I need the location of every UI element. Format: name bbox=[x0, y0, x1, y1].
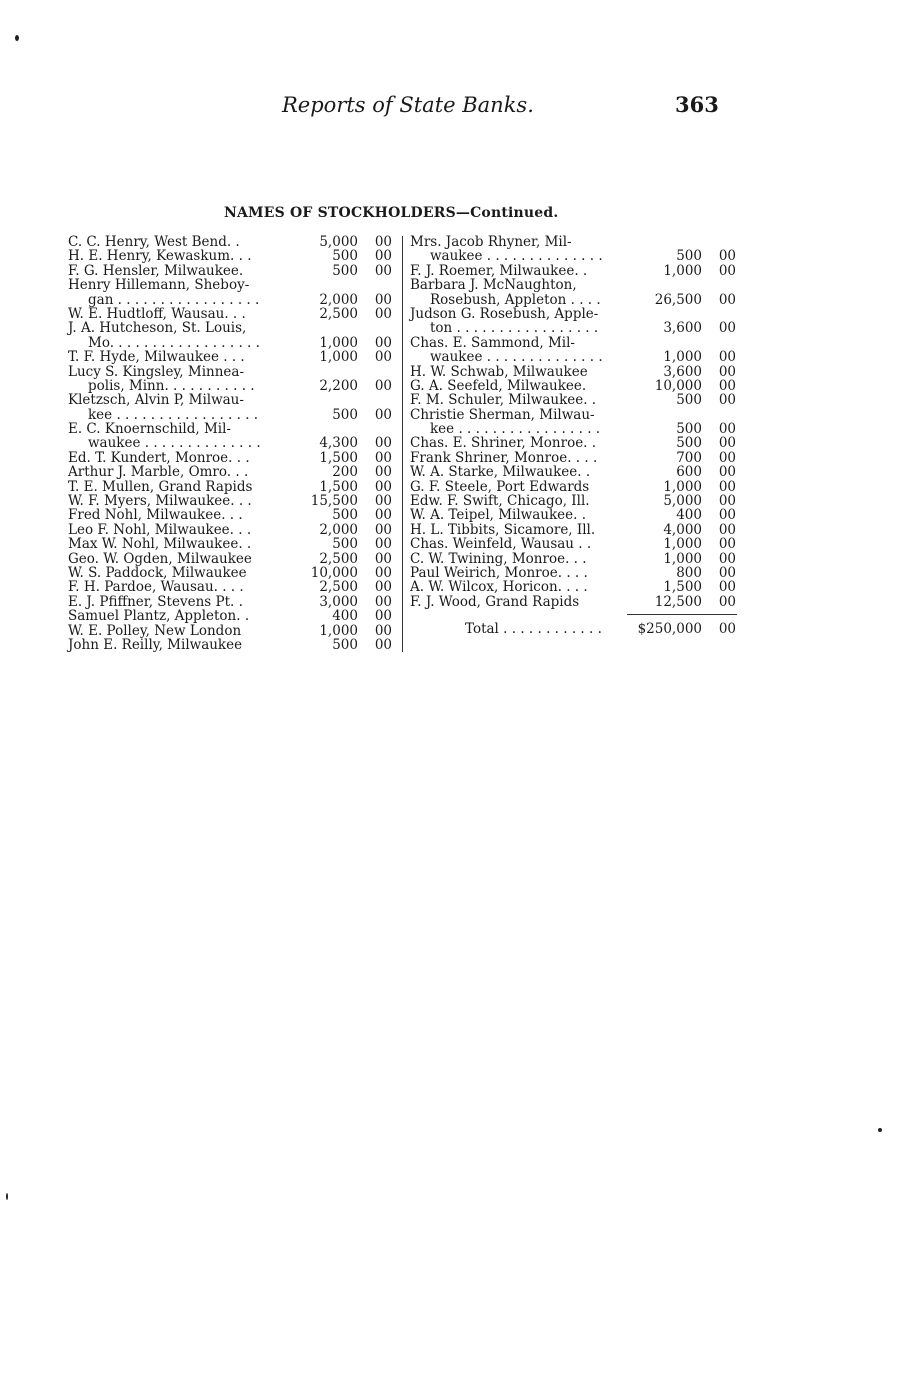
stockholder-row bbox=[410, 465, 740, 479]
stockholder-row bbox=[410, 278, 740, 292]
stockholder-name: Arthur J. Marble, Omro. . . bbox=[68, 464, 249, 481]
stockholder-row bbox=[410, 408, 740, 422]
stockholder-name: W. A. Starke, Milwaukee. . bbox=[410, 464, 591, 481]
share-amount-dollars: 2,000 bbox=[319, 521, 358, 538]
share-amount-dollars: 500 bbox=[332, 536, 358, 553]
total-amount-cents: 00 bbox=[718, 621, 736, 637]
share-amount-dollars: 4,300 bbox=[319, 435, 358, 452]
share-amount-cents: 00 bbox=[718, 564, 736, 581]
stockholder-row bbox=[68, 393, 394, 407]
share-amount-cents: 00 bbox=[374, 493, 392, 510]
share-amount-cents: 00 bbox=[374, 536, 392, 553]
stockholder-row bbox=[410, 293, 740, 307]
share-amount-dollars: 200 bbox=[332, 464, 358, 481]
stockholder-row bbox=[68, 638, 394, 652]
stockholder-name: E. J. Pfiffner, Stevens Pt. . bbox=[68, 593, 243, 610]
share-amount-cents: 00 bbox=[718, 320, 736, 337]
stockholder-row bbox=[68, 365, 394, 379]
stockholder-row bbox=[68, 609, 394, 623]
share-amount-dollars: 1,500 bbox=[319, 449, 358, 466]
total-amount-dollars: $250,000 bbox=[637, 621, 702, 637]
share-amount-cents: 00 bbox=[374, 464, 392, 481]
stockholder-name: A. W. Wilcox, Horicon. . . . bbox=[410, 579, 588, 596]
stockholder-row bbox=[68, 480, 394, 494]
share-amount-cents: 00 bbox=[374, 406, 392, 423]
share-amount-cents: 00 bbox=[718, 349, 736, 366]
share-amount-cents: 00 bbox=[718, 507, 736, 524]
stockholders-right-column bbox=[410, 235, 740, 609]
stockholder-name: W. A. Teipel, Milwaukee. . bbox=[410, 507, 587, 524]
stockholder-name: Chas. E. Sammond, Mil- bbox=[410, 334, 575, 351]
share-amount-dollars: 500 bbox=[332, 406, 358, 423]
share-amount-dollars: 2,200 bbox=[319, 377, 358, 394]
stockholder-name: T. F. Hyde, Milwaukee . . . bbox=[68, 349, 245, 366]
share-amount-dollars: 2,500 bbox=[319, 579, 358, 596]
total-label: Total . . . . . . . . . . . . bbox=[465, 621, 602, 637]
stockholder-row bbox=[410, 365, 740, 379]
share-amount-cents: 00 bbox=[374, 334, 392, 351]
stockholder-row bbox=[68, 508, 394, 522]
stockholder-row bbox=[410, 552, 740, 566]
stockholder-name: C. C. Henry, West Bend. . bbox=[68, 234, 240, 250]
share-amount-dollars: 500 bbox=[676, 248, 702, 265]
stockholder-name: H. E. Henry, Kewaskum. . . bbox=[68, 248, 252, 265]
stockholder-name: Henry Hillemann, Sheboy- bbox=[68, 277, 250, 294]
stockholder-row bbox=[410, 436, 740, 450]
scan-speck bbox=[6, 1193, 8, 1200]
stockholder-row bbox=[68, 293, 394, 307]
stockholder-row bbox=[410, 321, 740, 335]
stockholder-row bbox=[68, 451, 394, 465]
stockholder-row bbox=[68, 580, 394, 594]
share-amount-dollars: 500 bbox=[332, 248, 358, 265]
stockholder-name: Geo. W. Ogden, Milwaukee bbox=[68, 550, 252, 567]
stockholder-name: Fred Nohl, Milwaukee. . . bbox=[68, 507, 243, 524]
share-amount-dollars: 400 bbox=[332, 608, 358, 625]
share-amount-cents: 00 bbox=[374, 521, 392, 538]
stockholder-name: Barbara J. McNaughton, bbox=[410, 277, 577, 294]
stockholder-row bbox=[68, 436, 394, 450]
stockholder-row bbox=[68, 624, 394, 638]
share-amount-cents: 00 bbox=[718, 521, 736, 538]
stockholder-row bbox=[410, 480, 740, 494]
stockholder-name: J. A. Hutcheson, St. Louis, bbox=[68, 320, 247, 337]
stockholder-name: polis, Minn. . . . . . . . . . . bbox=[88, 377, 255, 394]
stockholder-name: H. W. Schwab, Milwaukee bbox=[410, 363, 588, 380]
stockholder-row bbox=[410, 336, 740, 350]
share-amount-dollars: 12,500 bbox=[654, 593, 702, 610]
share-amount-dollars: 5,000 bbox=[663, 493, 702, 510]
share-amount-dollars: 1,500 bbox=[319, 478, 358, 495]
stockholder-name: T. E. Mullen, Grand Rapids bbox=[68, 478, 253, 495]
stockholder-name: Christie Sherman, Milwau- bbox=[410, 406, 595, 423]
stockholder-row bbox=[68, 350, 394, 364]
share-amount-dollars: 600 bbox=[676, 464, 702, 481]
share-amount-dollars: 10,000 bbox=[654, 377, 702, 394]
stockholder-row bbox=[68, 552, 394, 566]
share-amount-dollars: 1,000 bbox=[663, 262, 702, 279]
stockholder-row bbox=[68, 379, 394, 393]
stockholder-name: ton . . . . . . . . . . . . . . . . . bbox=[430, 320, 599, 337]
stockholder-row bbox=[410, 350, 740, 364]
stockholder-name: Mrs. Jacob Rhyner, Mil- bbox=[410, 234, 572, 250]
share-amount-cents: 00 bbox=[374, 262, 392, 279]
stockholder-row bbox=[410, 264, 740, 278]
share-amount-cents: 00 bbox=[374, 234, 392, 250]
share-amount-cents: 00 bbox=[718, 449, 736, 466]
share-amount-cents: 00 bbox=[374, 507, 392, 524]
stockholder-name: F. J. Wood, Grand Rapids bbox=[410, 593, 580, 610]
stockholder-row bbox=[410, 451, 740, 465]
stockholder-name: Kletzsch, Alvin P, Milwau- bbox=[68, 392, 244, 409]
share-amount-cents: 00 bbox=[374, 593, 392, 610]
share-amount-cents: 00 bbox=[718, 421, 736, 438]
share-amount-dollars: 10,000 bbox=[310, 564, 358, 581]
share-amount-dollars: 1,000 bbox=[663, 550, 702, 567]
stockholder-name: Mo. . . . . . . . . . . . . . . . . . bbox=[88, 334, 260, 351]
stockholder-row bbox=[410, 307, 740, 321]
share-amount-dollars: 500 bbox=[332, 262, 358, 279]
share-amount-dollars: 15,500 bbox=[310, 493, 358, 510]
total-row bbox=[410, 622, 740, 637]
stockholder-name: Ed. T. Kundert, Monroe. . . bbox=[68, 449, 250, 466]
stockholder-row bbox=[68, 422, 394, 436]
share-amount-cents: 00 bbox=[718, 377, 736, 394]
share-amount-dollars: 2,500 bbox=[319, 305, 358, 322]
stockholder-name: gan . . . . . . . . . . . . . . . . . bbox=[88, 291, 260, 308]
stockholder-name: G. F. Steele, Port Edwards bbox=[410, 478, 590, 495]
stockholder-row bbox=[68, 264, 394, 278]
share-amount-cents: 00 bbox=[718, 392, 736, 409]
share-amount-dollars: 500 bbox=[676, 435, 702, 452]
stockholder-name: W. E. Hudtloff, Wausau. . . bbox=[68, 305, 246, 322]
stockholder-name: F. M. Schuler, Milwaukee. . bbox=[410, 392, 597, 409]
share-amount-cents: 00 bbox=[374, 349, 392, 366]
share-amount-cents: 00 bbox=[718, 536, 736, 553]
stockholder-name: waukee . . . . . . . . . . . . . . bbox=[430, 349, 603, 366]
stockholders-left-column bbox=[68, 235, 394, 652]
share-amount-dollars: 4,000 bbox=[663, 521, 702, 538]
stockholder-row bbox=[68, 566, 394, 580]
share-amount-dollars: 2,500 bbox=[319, 550, 358, 567]
stockholder-name: Samuel Plantz, Appleton. . bbox=[68, 608, 250, 625]
stockholder-name: C. W. Twining, Monroe. . . bbox=[410, 550, 587, 567]
stockholder-row bbox=[410, 537, 740, 551]
stockholder-row bbox=[68, 408, 394, 422]
share-amount-dollars: 1,000 bbox=[663, 478, 702, 495]
share-amount-dollars: 1,000 bbox=[319, 349, 358, 366]
share-amount-cents: 00 bbox=[374, 377, 392, 394]
stockholder-row bbox=[410, 580, 740, 594]
stockholder-name: W. F. Myers, Milwaukee. . . bbox=[68, 493, 252, 510]
share-amount-dollars: 2,000 bbox=[319, 291, 358, 308]
stockholder-row bbox=[410, 523, 740, 537]
stockholder-name: W. E. Polley, New London bbox=[68, 622, 242, 639]
share-amount-dollars: 500 bbox=[332, 636, 358, 653]
share-amount-cents: 00 bbox=[374, 305, 392, 322]
stockholder-row bbox=[68, 523, 394, 537]
stockholder-name: waukee . . . . . . . . . . . . . . bbox=[88, 435, 261, 452]
stockholder-row bbox=[410, 379, 740, 393]
stockholder-row bbox=[410, 566, 740, 580]
stockholder-row bbox=[410, 595, 740, 609]
stockholder-row bbox=[68, 278, 394, 292]
stockholder-name: Frank Shriner, Monroe. . . . bbox=[410, 449, 598, 466]
stockholder-name: F. H. Pardoe, Wausau. . . . bbox=[68, 579, 244, 596]
stockholder-row bbox=[68, 336, 394, 350]
stockholder-name: F. G. Hensler, Milwaukee. bbox=[68, 262, 244, 279]
column-divider bbox=[402, 236, 403, 652]
share-amount-cents: 00 bbox=[374, 579, 392, 596]
stockholder-name: Leo F. Nohl, Milwaukee. . . bbox=[68, 521, 252, 538]
stockholder-name: F. J. Roemer, Milwaukee. . bbox=[410, 262, 588, 279]
share-amount-dollars: 500 bbox=[676, 392, 702, 409]
share-amount-cents: 00 bbox=[374, 608, 392, 625]
stockholder-name: waukee . . . . . . . . . . . . . . bbox=[430, 248, 603, 265]
stockholder-name: Chas. Weinfeld, Wausau . . bbox=[410, 536, 592, 553]
stockholder-row bbox=[410, 393, 740, 407]
share-amount-dollars: 1,000 bbox=[663, 349, 702, 366]
stockholder-row bbox=[68, 537, 394, 551]
share-amount-dollars: 3,600 bbox=[663, 320, 702, 337]
share-amount-dollars: 3,000 bbox=[319, 593, 358, 610]
stockholder-row bbox=[68, 321, 394, 335]
stockholder-name: John E. Reilly, Milwaukee bbox=[68, 636, 243, 653]
stockholder-name: E. C. Knoernschild, Mil- bbox=[68, 421, 231, 438]
scan-speck bbox=[878, 1128, 882, 1132]
stockholder-name: kee . . . . . . . . . . . . . . . . . bbox=[88, 406, 259, 423]
share-amount-cents: 00 bbox=[718, 291, 736, 308]
share-amount-cents: 00 bbox=[374, 636, 392, 653]
share-amount-dollars: 1,000 bbox=[319, 334, 358, 351]
share-amount-cents: 00 bbox=[374, 449, 392, 466]
stockholder-row bbox=[410, 422, 740, 436]
stockholder-name: Lucy S. Kingsley, Minnea- bbox=[68, 363, 245, 380]
stockholder-row bbox=[410, 494, 740, 508]
stockholder-name: Rosebush, Appleton . . . . bbox=[430, 291, 601, 308]
share-amount-cents: 00 bbox=[374, 291, 392, 308]
share-amount-cents: 00 bbox=[718, 550, 736, 567]
section-title: NAMES OF STOCKHOLDERS—Continued. bbox=[224, 205, 559, 221]
share-amount-cents: 00 bbox=[718, 493, 736, 510]
share-amount-dollars: 1,500 bbox=[663, 579, 702, 596]
stockholder-name: Edw. F. Swift, Chicago, Ill. bbox=[410, 493, 590, 510]
share-amount-cents: 00 bbox=[718, 478, 736, 495]
share-amount-dollars: 800 bbox=[676, 564, 702, 581]
scan-speck bbox=[15, 35, 19, 41]
stockholder-name: kee . . . . . . . . . . . . . . . . . bbox=[430, 421, 601, 438]
share-amount-cents: 00 bbox=[374, 564, 392, 581]
stockholder-row bbox=[68, 465, 394, 479]
page-number: 363 bbox=[675, 92, 719, 117]
stockholder-row bbox=[410, 235, 740, 249]
stockholder-name: H. L. Tibbits, Sicamore, Ill. bbox=[410, 521, 596, 538]
share-amount-dollars: 1,000 bbox=[663, 536, 702, 553]
share-amount-dollars: 1,000 bbox=[319, 622, 358, 639]
stockholder-name: W. S. Paddock, Milwaukee bbox=[68, 564, 247, 581]
share-amount-cents: 00 bbox=[718, 435, 736, 452]
share-amount-cents: 00 bbox=[374, 550, 392, 567]
stockholder-row bbox=[410, 249, 740, 263]
share-amount-dollars: 26,500 bbox=[654, 291, 702, 308]
share-amount-dollars: 5,000 bbox=[319, 234, 358, 250]
share-amount-dollars: 500 bbox=[676, 421, 702, 438]
total-rule bbox=[627, 614, 737, 615]
share-amount-dollars: 400 bbox=[676, 507, 702, 524]
share-amount-cents: 00 bbox=[374, 478, 392, 495]
share-amount-cents: 00 bbox=[374, 248, 392, 265]
share-amount-dollars: 500 bbox=[332, 507, 358, 524]
share-amount-cents: 00 bbox=[718, 579, 736, 596]
stockholder-name: Max W. Nohl, Milwaukee. . bbox=[68, 536, 252, 553]
stockholder-name: Judson G. Rosebush, Apple- bbox=[410, 305, 599, 322]
stockholder-row bbox=[410, 508, 740, 522]
share-amount-cents: 00 bbox=[374, 622, 392, 639]
stockholder-row bbox=[68, 307, 394, 321]
stockholder-row bbox=[68, 595, 394, 609]
stockholder-name: Paul Weirich, Monroe. . . . bbox=[410, 564, 588, 581]
share-amount-cents: 00 bbox=[718, 593, 736, 610]
share-amount-cents: 00 bbox=[718, 248, 736, 265]
stockholder-row bbox=[68, 249, 394, 263]
stockholder-row bbox=[68, 494, 394, 508]
share-amount-cents: 00 bbox=[718, 464, 736, 481]
share-amount-dollars: 700 bbox=[676, 449, 702, 466]
share-amount-cents: 00 bbox=[718, 363, 736, 380]
stockholder-name: G. A. Seefeld, Milwaukee. bbox=[410, 377, 587, 394]
stockholder-name: Chas. E. Shriner, Monroe. . bbox=[410, 435, 597, 452]
share-amount-cents: 00 bbox=[374, 435, 392, 452]
share-amount-cents: 00 bbox=[718, 262, 736, 279]
share-amount-dollars: 3,600 bbox=[663, 363, 702, 380]
running-title: Reports of State Banks. bbox=[282, 93, 534, 117]
stockholder-row bbox=[68, 235, 394, 249]
